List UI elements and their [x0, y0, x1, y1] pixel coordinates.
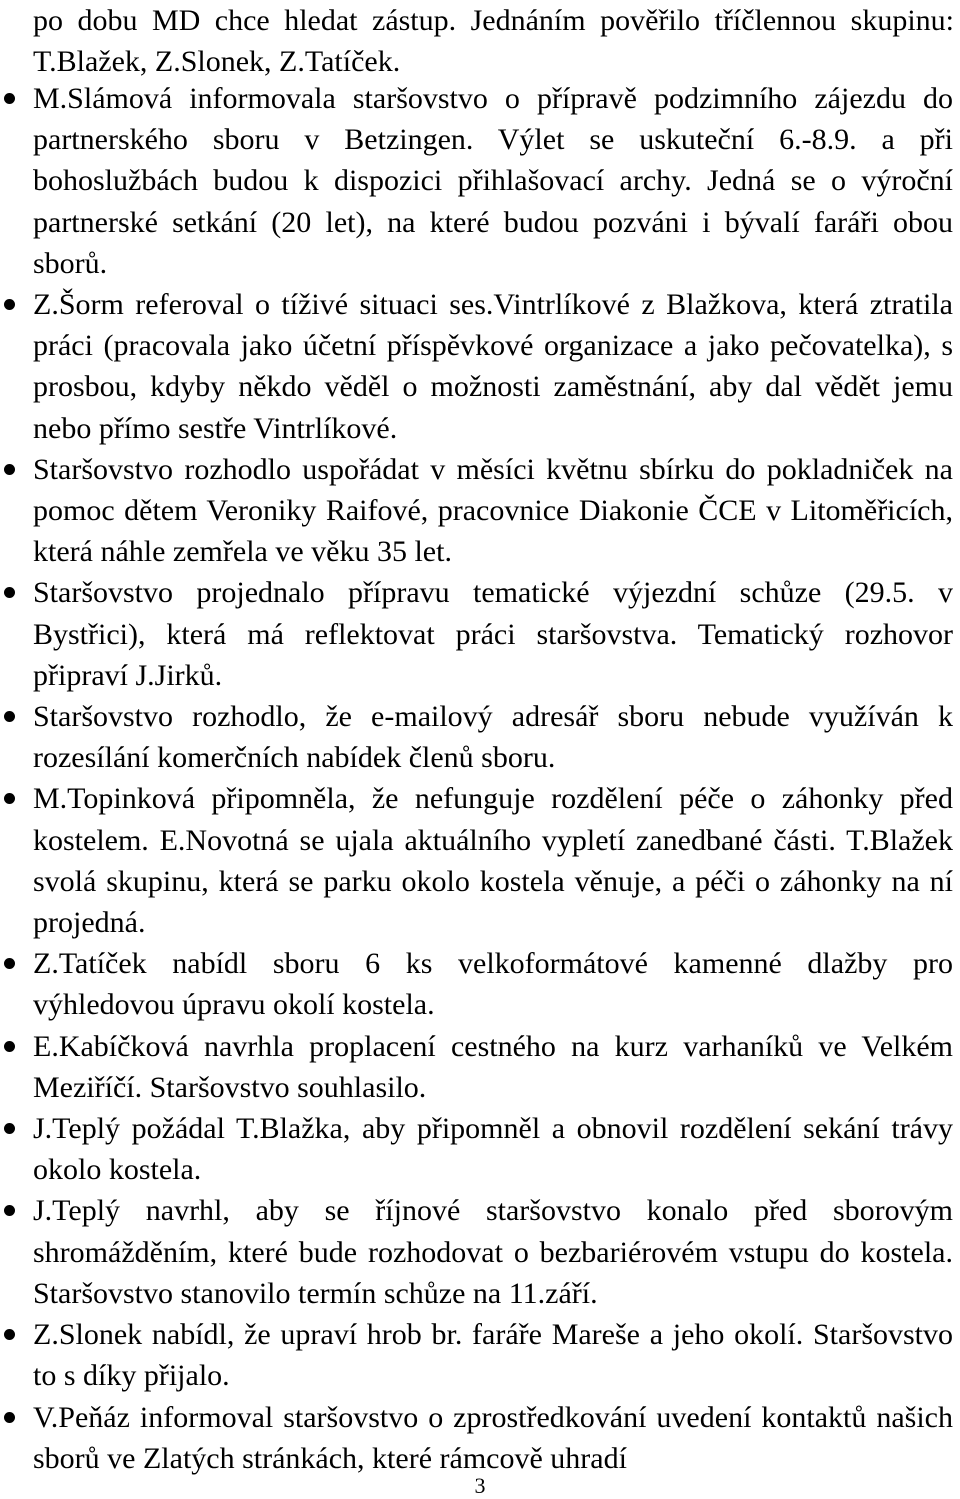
list-item: [0, 778, 955, 943]
list-item: [0, 78, 955, 284]
bullet-icon: [4, 464, 15, 475]
bullet-icon: [4, 93, 15, 104]
list-item: [0, 943, 955, 1025]
list-item-text: Staršovstvo rozhodlo uspořádat v měsíci květnu sbírku do pokladniček na pomoc dětem Veroniky Raifové, pracovnice Diakonie ČCE v Litoměřicích, která náhle zemřela ve věku 35 let.: [33, 452, 953, 569]
list-item-text: Staršovstvo rozhodlo, že e-mailový adresář sboru nebude využíván k rozesílání komerčních nabídek členů sboru.: [33, 700, 953, 775]
list-item-text: Z.Tatíček nabídl sboru 6 ks velkoformátové kamenné dlažby pro výhledovou úpravu okolí kostela.: [33, 947, 953, 1022]
list-item-text: M.Topinková připomněla, že nefunguje rozdělení péče o záhonky před kostelem. E.Novotná se ujala aktuálního vypletí zanedbané části. T.Blažek svolá skupinu, která se parku okolo kostela věnuje, a péči o záhonky na ní projedná.: [33, 782, 953, 940]
list-item-text: Z.Šorm referoval o tíživé situaci ses.Vintrlíkové z Blažkova, která ztratila práci (pracovala jako účetní příspěvkové organizace a jako pečovatelka), s prosbou, kdyby někdo věděl o možnosti zaměstnání, aby dal vědět jemu nebo přímo sestře Vintrlíkové.: [33, 288, 953, 445]
list-item: [0, 1314, 955, 1396]
list-item-text: E.Kabíčková navrhla proplacení cestného na kurz varhaníků ve Velkém Meziříčí. Staršovstvo souhlasilo.: [33, 1029, 953, 1104]
bullet-icon: [4, 1329, 15, 1340]
bullet-icon: [4, 299, 15, 310]
bullet-icon: [4, 711, 15, 722]
list-item: [0, 449, 955, 573]
bullet-icon: [4, 587, 15, 598]
bullet-icon: [4, 958, 15, 969]
bullet-icon: [4, 1205, 15, 1216]
bullet-icon: [4, 1123, 15, 1134]
bullet-icon: [4, 1041, 15, 1052]
list-item: [0, 1190, 955, 1314]
minutes-bullet-list: [0, 78, 955, 1479]
bullet-icon: [4, 793, 15, 804]
page-number: 3: [474, 1473, 486, 1498]
list-item-text: Z.Slonek nabídl, že upraví hrob br. faráře Mareše a jeho okolí. Staršovstvo to s díky přijalo.: [33, 1318, 953, 1393]
continuation-paragraph: po dobu MD chce hledat zástup. Jednáním pověřilo tříčlennou skupinu: T.Blažek, Z.Slonek, Z.Tatíček.: [33, 4, 954, 79]
list-item-text: V.Peňáz informoval staršovstvo o zprostředkování uvedení kontaktů našich sborů ve Zlatých stránkách, které rámcově uhradí: [33, 1400, 953, 1475]
bullet-icon: [4, 1412, 15, 1423]
list-item: [0, 1108, 955, 1190]
list-item: [0, 696, 955, 778]
list-item-text: J.Teplý navrhl, aby se říjnové staršovstvo konalo před sborovým shromážděním, které bude rozhodovat o bezbariérovém vstupu do kostela. Staršovstvo stanovilo termín schůze na 11.září.: [33, 1194, 953, 1310]
list-item-text: J.Teplý požádal T.Blažka, aby připomněl a obnovil rozdělení sekání trávy okolo kostela.: [33, 1112, 953, 1187]
list-item: [0, 572, 955, 696]
list-item-text: M.Slámová informovala staršovstvo o přípravě podzimního zájezdu do partnerského sboru v Betzingen. Výlet se uskuteční 6.-8.9. a při bohoslužbách budou k dispozici přihlašovací archy. Jedná se o výroční partnerské setkání (20 let), na které budou pozváni i bývalí faráři obou sborů.: [33, 82, 953, 280]
list-item: [0, 1026, 955, 1108]
list-item: [0, 1397, 955, 1479]
list-item-text: Staršovstvo projednalo přípravu tematické výjezdní schůze (29.5. v Bystřici), která má reflektovat práci staršovstva. Tematický rozhovor připraví J.Jirků.: [33, 576, 953, 692]
list-item: [0, 284, 955, 449]
